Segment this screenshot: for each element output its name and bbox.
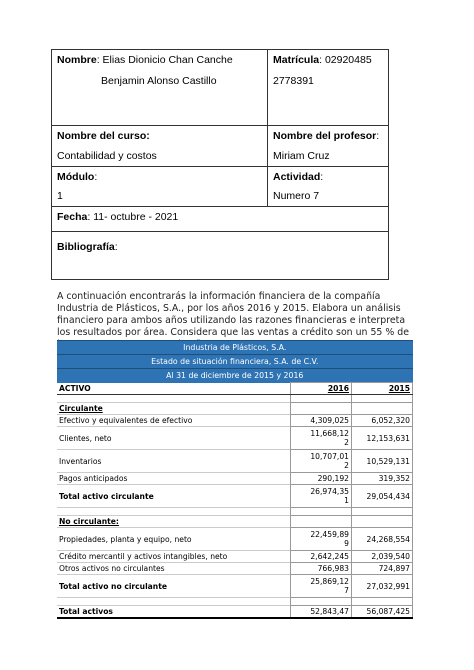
matricula-cell bbox=[268, 50, 389, 126]
row-label: Otros activos no circulantes bbox=[57, 563, 291, 575]
table-row bbox=[57, 473, 413, 485]
row-value-2016: 22,459,89 9 bbox=[291, 528, 352, 551]
row-label: Inventarios bbox=[57, 450, 291, 473]
total-value-2015: 27,032,991 bbox=[352, 575, 413, 598]
row-value-2015: 24,268,554 bbox=[352, 528, 413, 551]
table-row bbox=[57, 528, 413, 551]
curso-value: Contabilidad y costos bbox=[57, 150, 157, 162]
total-activos-2016: 52,843,47 bbox=[291, 606, 352, 619]
row-label: Efectivo y equivalentes de efectivo bbox=[57, 415, 291, 427]
table-row bbox=[57, 450, 413, 473]
modulo-cell bbox=[52, 167, 268, 207]
actividad-colon: : bbox=[320, 171, 324, 183]
actividad-value: Numero 7 bbox=[273, 190, 320, 202]
row-label: Crédito mercantil y activos intangibles, neto bbox=[57, 551, 291, 563]
student-info-table bbox=[51, 49, 389, 280]
table-row-grand-total bbox=[57, 606, 413, 619]
total-label: Total activo no circulante bbox=[57, 575, 291, 598]
modulo-label: Módulo bbox=[57, 171, 95, 183]
modulo-value: 1 bbox=[57, 190, 63, 202]
fecha-cell bbox=[52, 207, 389, 232]
modulo-colon: : bbox=[94, 171, 98, 183]
curso-label: Nombre del curso: bbox=[57, 130, 150, 142]
profesor-label: Nombre del profesor bbox=[273, 130, 377, 142]
fecha-label: Fecha bbox=[57, 211, 88, 223]
table-row-total bbox=[57, 485, 413, 508]
bibliografia-label: Bibliografía bbox=[57, 241, 115, 253]
balance-sheet-table bbox=[57, 340, 413, 619]
nombre-value-2: Benjamin Alonso Castillo bbox=[101, 75, 217, 87]
row-value-2015: 2,039,540 bbox=[352, 551, 413, 563]
row-value-2016: 290,192 bbox=[291, 473, 352, 485]
statement-title-company: Industria de Plásticos, S.A. bbox=[57, 341, 413, 355]
row-label: Propiedades, planta y equipo, neto bbox=[57, 528, 291, 551]
row-value-2015: 10,529,131 bbox=[352, 450, 413, 473]
statement-title-date: Al 31 de diciembre de 2015 y 2016 bbox=[57, 369, 413, 383]
nombre-value: : Elias Dionicio Chan Canche bbox=[96, 54, 233, 66]
curso-cell bbox=[52, 126, 268, 167]
row-value-2015: 6,052,320 bbox=[352, 415, 413, 427]
profesor-colon: : bbox=[376, 130, 380, 142]
row-value-2016: 10,707,01 2 bbox=[291, 450, 352, 473]
row-value-2016: 766,983 bbox=[291, 563, 352, 575]
profesor-value: Miriam Cruz bbox=[273, 150, 330, 162]
no-circulante-heading: No circulante: bbox=[57, 516, 291, 528]
row-label: Pagos anticipados bbox=[57, 473, 291, 485]
table-row bbox=[57, 563, 413, 575]
row-value-2015: 319,352 bbox=[352, 473, 413, 485]
fecha-value: : 11- octubre - 2021 bbox=[87, 211, 179, 223]
total-value-2016: 25,869,12 7 bbox=[291, 575, 352, 598]
col-activo-header: ACTIVO bbox=[57, 383, 291, 395]
col-2015-header: 2015 bbox=[352, 383, 413, 395]
table-row-total bbox=[57, 575, 413, 598]
nombre-cell bbox=[52, 50, 268, 126]
total-activos-2015: 56,087,425 bbox=[352, 606, 413, 619]
intro-paragraph: A continuación encontrarás la información financiera de la compañía Industria de Plásticos, S.A., por los años 2016 y 2015. Elabora un análisis financiero para ambos años utilizando las razones financieras e interpreta los resultados por área. Considera que las ventas a crédito son un 55 % de bbox=[57, 291, 409, 338]
row-value-2016: 11,668,12 2 bbox=[291, 427, 352, 450]
actividad-label: Actividad bbox=[273, 171, 321, 183]
row-value-2016: 4,309,025 bbox=[291, 415, 352, 427]
table-row bbox=[57, 427, 413, 450]
matricula-label: Matrícula bbox=[273, 54, 320, 66]
row-value-2015: 724,897 bbox=[352, 563, 413, 575]
nombre-label: Nombre bbox=[57, 54, 97, 66]
table-row bbox=[57, 415, 413, 427]
row-label: Clientes, neto bbox=[57, 427, 291, 450]
matricula-value: : 02920485 bbox=[319, 54, 372, 66]
total-label: Total activo circulante bbox=[57, 485, 291, 508]
bibliografia-cell bbox=[52, 232, 389, 280]
profesor-cell bbox=[268, 126, 389, 167]
total-value-2015: 29,054,434 bbox=[352, 485, 413, 508]
circulante-heading: Circulante bbox=[57, 403, 291, 415]
actividad-cell bbox=[268, 167, 389, 207]
bibliografia-colon: : bbox=[114, 241, 118, 253]
row-value-2016: 2,642,245 bbox=[291, 551, 352, 563]
total-activos-label: Total activos bbox=[57, 606, 291, 619]
statement-title-name: Estado de situación financiera, S.A. de C.V. bbox=[57, 355, 413, 369]
row-value-2015: 12,153,631 bbox=[352, 427, 413, 450]
total-value-2016: 26,974,35 1 bbox=[291, 485, 352, 508]
matricula-value-2: 2778391 bbox=[273, 75, 314, 87]
table-row bbox=[57, 551, 413, 563]
col-2016-header: 2016 bbox=[291, 383, 352, 395]
